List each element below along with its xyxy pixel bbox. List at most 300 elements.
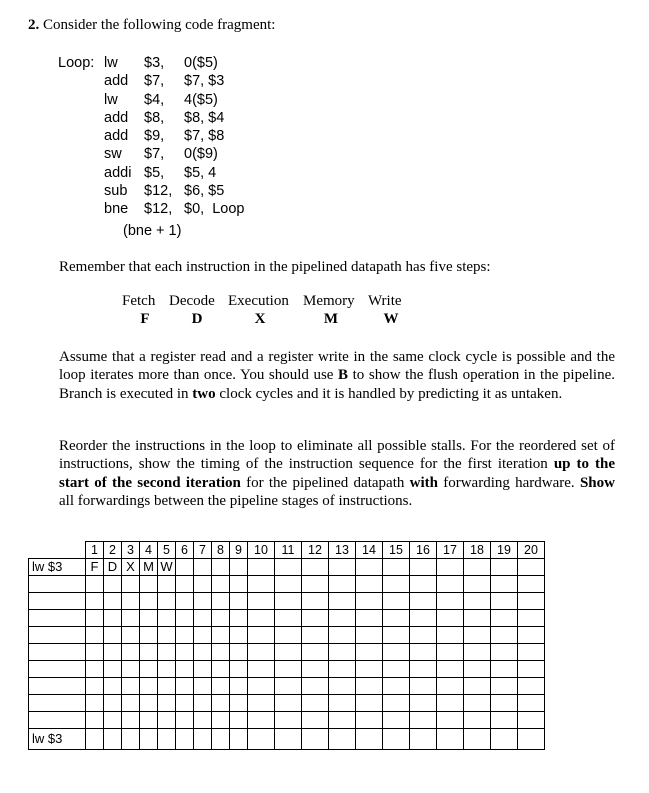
stage-cell xyxy=(248,661,275,678)
stage-cell xyxy=(275,729,302,750)
stage-cell xyxy=(329,627,356,644)
stage-cell xyxy=(383,678,410,695)
stage-cell xyxy=(122,644,140,661)
stage-cell xyxy=(437,593,464,610)
stage-cell xyxy=(329,678,356,695)
stage-cell xyxy=(410,695,437,712)
stage-cell xyxy=(275,627,302,644)
instruction-label xyxy=(29,593,86,610)
stage-cell xyxy=(410,661,437,678)
code-op: bne xyxy=(104,201,129,218)
stage-cell xyxy=(158,678,176,695)
stage-cell xyxy=(248,627,275,644)
stage-cell xyxy=(230,661,248,678)
stage-cell xyxy=(302,661,329,678)
step-abbr-f: F xyxy=(140,311,150,327)
instruction-label xyxy=(29,712,86,729)
stage-cell xyxy=(104,627,122,644)
reorder-bold-1: up to the start of the second iteration xyxy=(59,456,615,491)
cycle-number: 18 xyxy=(464,542,491,559)
stage-cell xyxy=(275,644,302,661)
stage-cell xyxy=(212,695,230,712)
stage-cell xyxy=(518,627,545,644)
stage-cell xyxy=(464,627,491,644)
stage-cell xyxy=(464,559,491,576)
stage-cell xyxy=(104,576,122,593)
stage-cell xyxy=(464,593,491,610)
code-a2: 0($5) xyxy=(184,55,218,71)
code-label: Loop: xyxy=(58,55,95,71)
cycle-number: 1 xyxy=(86,542,104,559)
table-row xyxy=(29,695,545,712)
stage-cell xyxy=(518,678,545,695)
stage-cell xyxy=(302,644,329,661)
stage-cell xyxy=(491,644,518,661)
cycle-number: 11 xyxy=(275,542,302,559)
cycle-number: 7 xyxy=(194,542,212,559)
stage-cell xyxy=(437,695,464,712)
stage-cell xyxy=(302,712,329,729)
stage-cell xyxy=(158,661,176,678)
cycle-number: 4 xyxy=(140,542,158,559)
stage-cell xyxy=(329,661,356,678)
cycle-number: 6 xyxy=(176,542,194,559)
stage-cell xyxy=(383,610,410,627)
reorder-paragraph xyxy=(59,437,615,510)
stage-cell xyxy=(212,712,230,729)
stage-cell xyxy=(248,610,275,627)
stage-cell xyxy=(491,712,518,729)
reorder-bold-with: with xyxy=(409,474,438,491)
code-a1: $8, xyxy=(144,109,165,126)
stage-cell xyxy=(194,559,212,576)
stage-cell xyxy=(230,729,248,750)
code-a1: $12, xyxy=(144,201,173,218)
stage-cell xyxy=(302,729,329,750)
stage-cell xyxy=(176,644,194,661)
stage-cell xyxy=(86,695,104,712)
stage-cell xyxy=(275,593,302,610)
code-a1: $7, xyxy=(144,146,165,163)
stage-cell xyxy=(176,576,194,593)
assume-bold-two: two xyxy=(192,385,216,402)
stage-cell xyxy=(158,644,176,661)
stage-cell xyxy=(518,593,545,610)
stage-cell xyxy=(176,627,194,644)
stage-cell xyxy=(104,712,122,729)
cycle-number: 13 xyxy=(329,542,356,559)
stage-cell xyxy=(194,627,212,644)
stage-cell xyxy=(437,576,464,593)
stage-cell: F xyxy=(86,559,104,576)
stage-cell xyxy=(230,678,248,695)
stage-cell xyxy=(122,576,140,593)
stage-cell xyxy=(158,729,176,750)
cycle-number: 10 xyxy=(248,542,275,559)
stage-cell xyxy=(383,576,410,593)
stage-cell xyxy=(248,559,275,576)
stage-cell xyxy=(212,576,230,593)
code-op: sub xyxy=(104,183,128,200)
instruction-label xyxy=(29,576,86,593)
stage-cell xyxy=(383,661,410,678)
stage-cell xyxy=(437,678,464,695)
stage-cell xyxy=(329,729,356,750)
instruction-label xyxy=(29,661,86,678)
code-a2: $7, $3 xyxy=(184,73,225,90)
stage-cell xyxy=(275,661,302,678)
stage-cell xyxy=(248,593,275,610)
stage-cell xyxy=(437,661,464,678)
code-a2: $5, 4 xyxy=(184,164,217,181)
instruction-label xyxy=(29,678,86,695)
stage-cell xyxy=(212,627,230,644)
stage-cell xyxy=(491,678,518,695)
stage-cell xyxy=(122,610,140,627)
stage-cell xyxy=(518,661,545,678)
stage-cell xyxy=(329,644,356,661)
stage-cell xyxy=(491,576,518,593)
stage-cell xyxy=(275,576,302,593)
assume-text-3: clock cycles and it is handled by predicting it as untaken. xyxy=(215,385,563,402)
code-op: lw xyxy=(104,55,118,71)
stage-cell xyxy=(275,712,302,729)
code-op: add xyxy=(104,109,129,126)
stage-cell xyxy=(122,712,140,729)
stage-cell xyxy=(104,729,122,750)
stage-cell xyxy=(158,610,176,627)
stage-cell xyxy=(158,593,176,610)
table-row xyxy=(29,644,545,661)
stage-cell xyxy=(86,627,104,644)
stage-cell xyxy=(356,695,383,712)
stage-cell xyxy=(491,627,518,644)
stage-cell xyxy=(356,678,383,695)
stage-cell xyxy=(464,678,491,695)
code-a2: $6, $5 xyxy=(184,183,225,200)
stage-cell xyxy=(230,559,248,576)
stage-cell xyxy=(410,627,437,644)
bne-note: (bne + 1) xyxy=(123,223,182,239)
stage-cell xyxy=(212,729,230,750)
stage-cell xyxy=(491,661,518,678)
stage-cell xyxy=(437,712,464,729)
stage-cell xyxy=(356,729,383,750)
stage-cell xyxy=(176,593,194,610)
step-abbr-m: M xyxy=(323,311,339,327)
stage-cell xyxy=(230,610,248,627)
stage-cell xyxy=(176,610,194,627)
stage-cell xyxy=(158,627,176,644)
stage-cell xyxy=(491,729,518,750)
stage-cell: W xyxy=(158,559,176,576)
stage-cell xyxy=(437,559,464,576)
stage-cell xyxy=(176,559,194,576)
table-row xyxy=(29,661,545,678)
cycle-number: 16 xyxy=(410,542,437,559)
assume-text-1: Assume that a register read and a register write in the same clock cycle is possible and the loop iterates more than once. You should use xyxy=(59,349,615,384)
stage-cell xyxy=(518,712,545,729)
stage-cell xyxy=(86,593,104,610)
reorder-text-1: Reorder the instructions in the loop to eliminate all possible stalls. For the reordered set of instructions, show the timing of the instruction sequence for the first iteration xyxy=(59,438,615,473)
assume-text-2: to show the flush operation in the pipeline. Branch is executed in xyxy=(59,367,615,402)
stage-cell xyxy=(122,593,140,610)
stage-cell xyxy=(383,559,410,576)
header-corner xyxy=(29,542,86,559)
stage-cell xyxy=(356,559,383,576)
step-name-fetch: Fetch xyxy=(122,293,156,309)
table-row xyxy=(29,627,545,644)
cycle-number: 14 xyxy=(356,542,383,559)
stage-cell xyxy=(86,712,104,729)
stage-cell xyxy=(140,695,158,712)
stage-cell xyxy=(158,576,176,593)
stage-cell xyxy=(86,644,104,661)
stage-cell xyxy=(194,576,212,593)
stage-cell xyxy=(329,593,356,610)
stage-cell xyxy=(356,627,383,644)
code-a1: $12, xyxy=(144,183,173,200)
stage-cell xyxy=(275,695,302,712)
stage-cell xyxy=(518,576,545,593)
code-a1: $7, xyxy=(144,73,165,90)
stage-cell xyxy=(410,729,437,750)
cycle-number: 9 xyxy=(230,542,248,559)
step-name-decode: Decode xyxy=(169,293,215,309)
stage-cell xyxy=(248,695,275,712)
code-a2: 4($5) xyxy=(184,91,218,108)
stage-cell xyxy=(464,576,491,593)
stage-cell xyxy=(104,678,122,695)
reorder-text-3: forwarding hardware. xyxy=(437,474,580,491)
step-name-execution: Execution xyxy=(228,293,289,309)
stage-cell xyxy=(230,593,248,610)
stage-cell xyxy=(86,678,104,695)
cycle-number: 12 xyxy=(302,542,329,559)
remember-text: Remember that each instruction in the pipelined datapath has five steps: xyxy=(59,259,491,275)
stage-cell xyxy=(194,644,212,661)
stage-cell xyxy=(140,661,158,678)
assume-bold-b: B xyxy=(338,367,349,384)
stage-cell xyxy=(491,593,518,610)
stage-cell xyxy=(230,627,248,644)
stage-cell xyxy=(212,678,230,695)
cycle-number: 17 xyxy=(437,542,464,559)
stage-cell xyxy=(329,559,356,576)
table-row xyxy=(29,729,545,750)
stage-cell xyxy=(356,576,383,593)
stage-cell xyxy=(122,661,140,678)
code-a1: $5, xyxy=(144,164,165,181)
stage-cell xyxy=(356,712,383,729)
cycle-number: 20 xyxy=(518,542,545,559)
stage-cell xyxy=(122,678,140,695)
question-text: Consider the following code fragment: xyxy=(43,17,276,33)
stage-cell xyxy=(356,644,383,661)
stage-cell xyxy=(491,559,518,576)
instruction-label xyxy=(29,695,86,712)
stage-cell xyxy=(383,695,410,712)
stage-cell xyxy=(176,729,194,750)
cycle-header-row xyxy=(29,542,545,559)
stage-cell: M xyxy=(140,559,158,576)
stage-cell xyxy=(329,695,356,712)
stage-cell xyxy=(518,729,545,750)
stage-cell xyxy=(302,593,329,610)
stage-cell xyxy=(518,610,545,627)
stage-cell: D xyxy=(104,559,122,576)
code-op: lw xyxy=(104,91,118,108)
stage-cell xyxy=(248,644,275,661)
cycle-number: 3 xyxy=(122,542,140,559)
stage-cell xyxy=(194,593,212,610)
stage-cell xyxy=(104,695,122,712)
stage-cell xyxy=(86,729,104,750)
stage-cell xyxy=(410,678,437,695)
stage-cell xyxy=(122,729,140,750)
assume-paragraph xyxy=(59,348,615,403)
stage-cell xyxy=(410,593,437,610)
stage-cell xyxy=(122,695,140,712)
stage-cell xyxy=(230,576,248,593)
stage-cell xyxy=(230,644,248,661)
table-row xyxy=(29,593,545,610)
cycle-number: 8 xyxy=(212,542,230,559)
stage-cell xyxy=(464,712,491,729)
stage-cell xyxy=(86,576,104,593)
stage-cell xyxy=(158,712,176,729)
table-row xyxy=(29,576,545,593)
table-row xyxy=(29,678,545,695)
code-op: add xyxy=(104,73,129,90)
reorder-text-2: for the pipelined datapath xyxy=(240,474,410,491)
reorder-bold-show: Show xyxy=(579,474,615,491)
stage-cell xyxy=(383,712,410,729)
stage-cell xyxy=(464,661,491,678)
instruction-label: lw $3 xyxy=(29,559,86,576)
stage-cell xyxy=(104,644,122,661)
stage-cell xyxy=(356,610,383,627)
stage-cell xyxy=(176,678,194,695)
stage-cell xyxy=(491,695,518,712)
instruction-label: lw $3 xyxy=(29,729,86,750)
reorder-text-4: all forwardings between the pipeline stages of instructions. xyxy=(59,492,413,509)
stage-cell xyxy=(140,712,158,729)
stage-cell xyxy=(140,678,158,695)
stage-cell xyxy=(158,695,176,712)
stage-cell xyxy=(329,712,356,729)
stage-cell xyxy=(275,559,302,576)
stage-cell xyxy=(212,610,230,627)
cycle-number: 5 xyxy=(158,542,176,559)
code-a2: $0, Loop xyxy=(184,201,245,218)
stage-cell xyxy=(410,576,437,593)
stage-cell xyxy=(104,610,122,627)
stage-cell xyxy=(194,610,212,627)
stage-cell xyxy=(230,712,248,729)
stage-cell xyxy=(140,644,158,661)
stage-cell xyxy=(212,593,230,610)
stage-cell xyxy=(383,644,410,661)
stage-cell xyxy=(410,644,437,661)
stage-cell xyxy=(464,729,491,750)
stage-cell xyxy=(194,729,212,750)
stage-cell xyxy=(248,729,275,750)
stage-cell xyxy=(464,695,491,712)
code-a1: $3, xyxy=(144,55,165,71)
table-row xyxy=(29,610,545,627)
stage-cell xyxy=(194,712,212,729)
stage-cell xyxy=(176,661,194,678)
stage-cell xyxy=(302,678,329,695)
step-abbr-x: X xyxy=(254,311,266,327)
stage-cell xyxy=(275,610,302,627)
stage-cell xyxy=(248,678,275,695)
stage-cell xyxy=(464,610,491,627)
stage-cell xyxy=(140,729,158,750)
stage-cell xyxy=(194,678,212,695)
stage-cell xyxy=(518,695,545,712)
stage-cell xyxy=(212,559,230,576)
stage-cell xyxy=(356,661,383,678)
stage-cell xyxy=(302,695,329,712)
stage-cell xyxy=(86,661,104,678)
table-row xyxy=(29,712,545,729)
code-op: addi xyxy=(104,164,132,181)
stage-cell xyxy=(230,695,248,712)
code-a2: 0($9) xyxy=(184,146,218,163)
stage-cell xyxy=(302,576,329,593)
question-number: 2. xyxy=(28,17,40,33)
stage-cell xyxy=(212,661,230,678)
stage-cell xyxy=(104,661,122,678)
stage-cell xyxy=(104,593,122,610)
instruction-label xyxy=(29,644,86,661)
cycle-number: 19 xyxy=(491,542,518,559)
step-abbr-d: D xyxy=(191,311,203,327)
stage-cell xyxy=(86,610,104,627)
stage-cell xyxy=(176,712,194,729)
stage-cell xyxy=(410,559,437,576)
stage-cell xyxy=(437,644,464,661)
stage-cell xyxy=(122,627,140,644)
stage-cell xyxy=(140,627,158,644)
stage-cell xyxy=(356,593,383,610)
question-title xyxy=(28,17,275,34)
code-op: sw xyxy=(104,146,122,163)
stage-cell xyxy=(437,729,464,750)
timing-table xyxy=(28,541,545,750)
step-name-memory: Memory xyxy=(303,293,355,309)
stage-cell xyxy=(194,661,212,678)
stage-cell xyxy=(329,576,356,593)
stage-cell xyxy=(302,610,329,627)
stage-cell xyxy=(248,576,275,593)
stage-cell xyxy=(140,610,158,627)
stage-cell xyxy=(410,712,437,729)
stage-cell xyxy=(383,627,410,644)
stage-cell xyxy=(212,644,230,661)
cycle-number: 15 xyxy=(383,542,410,559)
stage-cell xyxy=(140,576,158,593)
stage-cell xyxy=(176,695,194,712)
stage-cell xyxy=(275,678,302,695)
stage-cell xyxy=(491,610,518,627)
stage-cell xyxy=(302,559,329,576)
step-name-write: Write xyxy=(368,293,402,309)
code-a1: $4, xyxy=(144,91,165,108)
stage-cell xyxy=(383,729,410,750)
